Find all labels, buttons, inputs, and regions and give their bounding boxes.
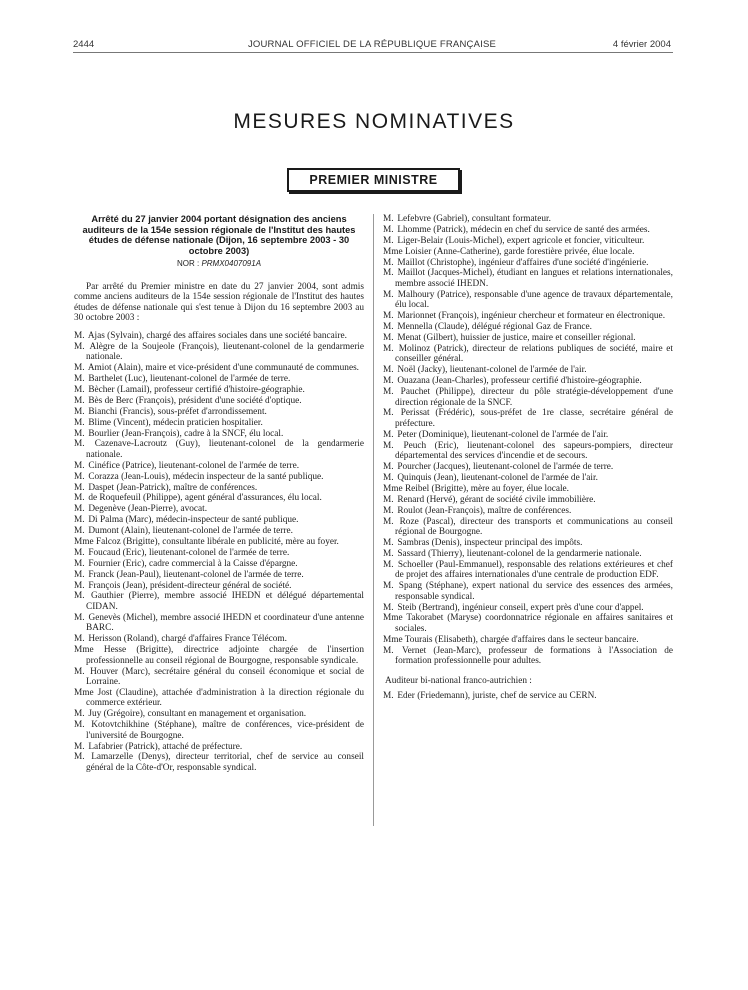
civility: M. [383,505,394,516]
list-item [74,407,364,418]
appointee-text: Genevès (Michel), membre associé IHEDN et coordinateur d'une antenne BARC. [86,612,364,634]
appointee-text: Takorabet (Maryse) coordonnatrice régionale en affaires sanitaires et sociales. [395,613,673,634]
list-item [74,720,364,741]
civility: M. [74,363,85,374]
civility: M. [383,581,394,592]
appointee-text: Tourais (Elisabeth), chargée d'affaires dans le secteur bancaire. [404,634,639,645]
nor-label: NOR : [176,259,200,269]
civility: M. [383,440,394,451]
civility: M. [383,462,394,473]
list-item [383,311,673,322]
list-item [383,484,673,495]
appointee-text: Sambras (Denis), inspecteur principal des impôts. [397,537,583,548]
list-item [383,365,673,376]
civility: M. [383,311,394,322]
appointee-text: Franck (Jean-Paul), lieutenant-colonel de l'armée de terre. [88,569,304,580]
appointee-text: Peuch (Eric), lieutenant-colonel des sapeurs-pompiers, directeur départemental des services d'incendie et de secours. [395,440,674,462]
header-rule [73,52,673,53]
list-item [74,418,364,429]
civility: M. [74,569,85,580]
appointee-text: de Roquefeuil (Philippe), agent général d'assurances, élu local. [88,493,322,504]
list-item [383,603,673,614]
list-item [383,430,673,441]
civility: M. [383,691,394,702]
civility: M. [74,504,85,515]
civility: M. [74,580,85,591]
civility: M. [74,460,85,471]
civility: M. [383,387,394,398]
appointee-text: Malhoury (Patrice), responsable d'une agence de travaux départementale, élu local. [395,289,673,311]
civility: M. [74,752,85,763]
appointee-text: Maillot (Christophe), ingénieur d'affaires d'une société d'ingénierie. [397,257,649,268]
decree-title: Arrêté du 27 janvier 2004 portant désignation des anciens auditeurs de la 154e session régionale de l'Institut des hautes études de défense nationale (Dijon, 16 septembre 2003 - 30 octobre 2003) [82,214,356,256]
civility: M. [74,720,85,731]
list-item [74,342,364,363]
civility: M. [383,365,394,376]
appointee-text: Bècher (Lamail), professeur certifié d'histoire-géographie. [88,384,305,395]
appointee-text: Hesse (Brigitte), directrice adjointe chargée de l'insertion professionnelle au conseil régional de Bourgogne, responsable syndicale. [86,645,364,666]
civility: M. [74,428,85,439]
civility: M. [74,439,85,450]
appointee-text: Bès de Berc (François), président d'une société d'optique. [88,395,302,406]
appointee-text: Jost (Claudine), attachée d'administration à la direction régionale du commerce extérieur. [86,687,364,709]
civility: M. [383,408,394,419]
appointee-text: Dumont (Alain), lieutenant-colonel de l'armée de terre. [88,526,293,537]
list-item [74,613,364,634]
list-item [74,439,364,460]
list-item [74,537,364,548]
list-item [74,504,364,515]
civility: M. [383,343,394,354]
list-item [74,526,364,537]
list-item [383,376,673,387]
civility: M. [74,591,85,602]
appointee-text: Cazenave-Lacroutz (Guy), lieutenant-colonel de la gendarmerie nationale. [86,439,365,460]
civility: M. [74,471,85,482]
civility: M. [74,384,85,395]
civility: M. [383,559,394,570]
civility: M. [74,526,85,537]
nor-code: PRMX0407091A [201,259,262,269]
list-item [74,667,364,688]
list-item [383,344,673,365]
appointee-text: Schoeller (Paul-Emmanuel), responsable des relations extérieures et chef de projet des affaires internationales d'une centrale de production EDF. [395,559,673,581]
civility: Mme [74,645,94,656]
civility: M. [74,341,85,352]
journal-title: JOURNAL OFFICIEL DE LA RÉPUBLIQUE FRANÇAISE [247,39,497,50]
appointee-text: Liger-Belair (Louis-Michel), expert agricole et foncier, viticulteur. [397,235,645,246]
civility: M. [383,224,394,235]
appointee-text: Pourcher (Jacques), lieutenant-colonel de l'armée de terre. [397,462,614,473]
right-column [383,214,673,702]
civility: M. [383,516,394,527]
appointee-text: Houver (Marc), secrétaire général du conseil économique et social de Lorraine. [86,666,364,688]
appointee-text: François (Jean), président-directeur général de société. [88,580,292,591]
civility: Mme [74,537,94,548]
civility: Mme [383,246,403,257]
list-item [74,331,364,342]
appointee-text: Alègre de la Soujeole (François), lieutenant-colonel de la gendarmerie nationale. [86,341,365,363]
list-item [74,385,364,396]
list-item [383,506,673,517]
appointee-text: Herisson (Roland), chargé d'affaires France Télécom. [88,634,287,645]
list-item [383,441,673,462]
publication-date: 4 février 2004 [612,39,671,50]
list-item [383,495,673,506]
list-item [74,752,364,773]
appointee-text: Lefebvre (Gabriel), consultant formateur. [397,214,551,224]
list-item [74,559,364,570]
appointee-text: Barthelet (Luc), lieutenant-colonel de l'armée de terre. [88,374,291,385]
list-item [383,333,673,344]
column-divider [373,214,374,826]
appointee-text: Amiot (Alain), maire et vice-président d'une communauté de communes. [87,363,360,374]
civility: M. [74,406,85,417]
appointee-text: Kotovtchikhine (Stéphane), maître de conférences, vice-président de l'université de Bourgogne. [86,720,365,741]
list-item [383,613,673,634]
civility: M. [383,268,394,279]
appointee-text: Blime (Vincent), médecin praticien hospitalier. [88,417,263,428]
list-item [383,691,673,702]
civility: M. [383,257,394,268]
list-item [383,517,673,538]
page-header [73,39,671,53]
appointee-text: Menat (Gilbert), huissier de justice, maire et conseiller régional. [397,333,636,344]
civility: M. [383,602,394,613]
civility: M. [383,333,394,344]
section-title: MESURES NOMINATIVES [233,110,515,133]
list-item [383,290,673,311]
list-item [74,429,364,440]
appointee-text: Renard (Hervé), gérant de société civile immobilière. [397,494,596,505]
appointee-text: Marionnet (François), ingénieur chercheur et formateur en électronique. [397,311,666,322]
list-item [74,570,364,581]
appointee-text: Eder (Friedemann), juriste, chef de service au CERN. [397,691,597,702]
appointee-text: Bianchi (Francis), sous-préfet d'arrondissement. [88,406,267,417]
civility: M. [383,376,394,387]
list-item [383,635,673,646]
civility: M. [383,537,394,548]
list-item [74,493,364,504]
page-number: 2444 [73,39,95,50]
civility: M. [74,547,85,558]
list-item [383,268,673,289]
left-column [74,214,364,774]
appointee-text: Ajas (Sylvain), chargé des affaires sociales dans une société bancaire. [87,330,347,341]
list-item [383,214,673,225]
civility: M. [383,645,394,656]
list-item [74,634,364,645]
civility: M. [383,214,394,224]
civility: M. [383,429,394,440]
civility: M. [74,709,85,720]
appointee-text: Lamarzelle (Denys), directeur territorial, chef de service au conseil général de la Côte-d'Or, responsable syndical. [86,752,364,773]
appointee-text: Juy (Grégoire), consultant en management et organisation. [88,709,307,720]
appointee-text: Molinoz (Patrick), directeur de relations publiques de société, maire et conseiller général. [395,343,674,365]
civility: Mme [383,483,403,494]
civility: M. [74,558,85,569]
list-item [383,538,673,549]
list-item [383,236,673,247]
list-item [383,549,673,560]
appointee-text: Daspet (Jean-Patrick), maître de conférences. [88,482,258,493]
list-item [383,560,673,581]
appointee-text: Loisier (Anne-Catherine), garde forestière privée, élue locale. [404,246,635,257]
list-item [383,473,673,484]
appointee-text: Falcoz (Brigitte), consultante libérale en publicité, mère au foyer. [95,537,339,548]
ministry-heading: PREMIER MINISTRE [287,168,460,192]
appointee-list-right [383,214,673,667]
appointee-text: Vernet (Jean-Marc), professeur de formations à l'Association de formation professionnelle pour adultes. [395,645,673,667]
civility: Mme [74,687,94,698]
list-item [383,322,673,333]
appointee-text: Fournier (Eric), cadre commercial à la Caisse d'épargne. [88,558,298,569]
appointee-text: Bourlier (Jean-François), cadre à la SNCF, élu local. [88,428,284,439]
list-item [383,258,673,269]
appointee-text: Sassard (Thierry), lieutenant-colonel de la gendarmerie nationale. [397,548,642,559]
appointee-list-left [74,331,364,774]
list-item [74,645,364,666]
appointee-text: Pauchet (Philippe), directeur du pôle stratégie-développement d'une direction régionale de la SNCF. [395,387,673,408]
list-item [383,408,673,429]
appointee-text: Noël (Jacky), lieutenant-colonel de l'armée de l'air. [397,365,587,376]
civility: M. [74,515,85,526]
auditor-heading: Auditeur bi-national franco-autrichien : [385,675,532,686]
list-item [383,581,673,602]
civility: Mme [383,634,403,645]
appointee-text: Di Palma (Marc), médecin-inspecteur de santé publique. [88,515,299,526]
appointee-text: Perissat (Frédéric), sous-préfet de 1re classe, secrétaire général de préfecture. [395,408,674,429]
list-item [74,515,364,526]
civility: M. [383,473,394,484]
list-item [383,646,673,667]
civility: M. [74,666,85,677]
list-item [74,688,364,709]
list-item [383,462,673,473]
list-item [74,363,364,374]
civility: M. [74,493,85,504]
civility: M. [383,235,394,246]
appointee-text: Ouazana (Jean-Charles), professeur certifié d'histoire-géographie. [397,376,642,387]
list-item [74,742,364,753]
list-item [74,396,364,407]
list-item [74,581,364,592]
appointee-text: Peter (Dominique), lieutenant-colonel de l'armée de l'air. [397,429,609,440]
list-item [74,472,364,483]
list-item [74,591,364,612]
appointee-text: Roze (Pascal), directeur des transports et communications au conseil régional de Bourgogne. [395,516,674,538]
appointee-text: Degenève (Jean-Pierre), avocat. [88,504,208,515]
appointee-text: Gauthier (Pierre), membre associé IHEDN et délégué départemental CIDAN. [86,591,364,612]
civility: M. [74,612,85,623]
appointee-text: Foucaud (Eric), lieutenant-colonel de l'armée de terre. [88,547,290,558]
civility: M. [74,417,85,428]
civility: M. [74,395,85,406]
list-item [74,548,364,559]
decree-intro: Par arrêté du Premier ministre en date du 27 janvier 2004, sont admis comme anciens auditeurs de la 154e session régionale de l'Institut des hautes études de défense nationale qui s'est tenue à Dijon du 16 septembre 2003 au 30 octobre 2003 : [74,281,364,324]
list-item [74,461,364,472]
appointee-text: Lafabrier (Patrick), attaché de préfecture. [88,741,243,752]
appointee-text: Quinquis (Jean), lieutenant-colonel de l'armée de l'air. [397,473,598,484]
list-item [383,387,673,408]
appointee-text: Roulot (Jean-François), maître de conférences. [397,505,572,516]
civility: M. [383,548,394,559]
civility: M. [74,741,85,752]
appointee-text: Cinéfice (Patrice), lieutenant-colonel de l'armée de terre. [88,460,300,471]
civility: M. [383,494,394,505]
appointee-text: Spang (Stéphane), expert national du service des essences des armées, responsable syndical. [395,581,673,602]
list-item [74,374,364,385]
appointee-text: Corazza (Jean-Louis), médecin inspecteur de la santé publique. [88,471,324,482]
appointee-text: Maillot (Jacques-Michel), étudiant en langues et relations internationales, membre associé IHEDN. [395,268,673,289]
appointee-text: Steib (Bertrand), ingénieur conseil, expert près d'une cour d'appel. [397,602,644,613]
list-item [74,709,364,720]
nor-reference [74,259,364,270]
civility: M. [383,289,394,300]
civility: M. [74,374,85,385]
appointee-text: Lhomme (Patrick), médecin en chef du service de santé des armées. [397,224,650,235]
civility: Mme [383,613,403,624]
civility: M. [74,330,85,341]
appointee-text: Mennella (Claude), délégué régional Gaz de France. [397,322,592,333]
civility: M. [383,322,394,333]
civility: M. [74,482,85,493]
list-item [74,483,364,494]
list-item [383,247,673,258]
appointee-text: Reibel (Brigitte), mère au foyer, élue locale. [404,483,570,494]
civility: M. [74,634,85,645]
list-item [383,225,673,236]
